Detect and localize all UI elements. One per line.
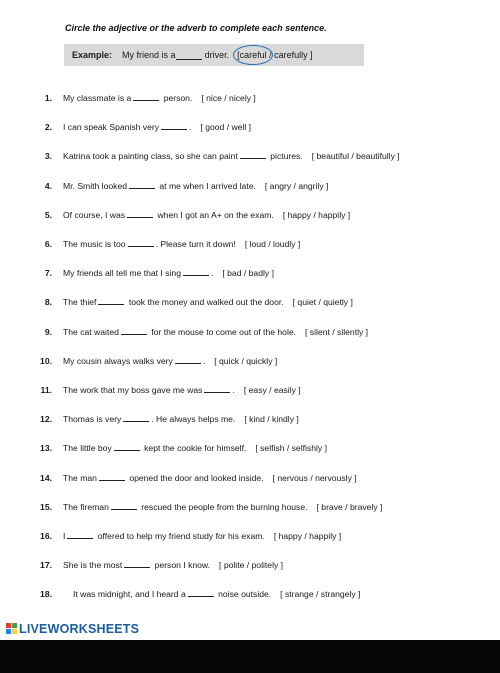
item-number: 16. (40, 531, 52, 541)
sentence-end: for the mouse to come out of the hole. (151, 327, 297, 337)
example-sentence-end: driver. (204, 50, 230, 60)
sentence-end: person I know. (154, 560, 211, 570)
exercise-item (0, 471, 500, 485)
sentence-end: . He always helps me. (151, 414, 236, 424)
item-number: 1. (44, 93, 52, 103)
sentence-start: The cat waited (63, 327, 119, 337)
exercise-item (0, 412, 500, 426)
item-sentence (63, 529, 341, 543)
sentence-start: Katrina took a painting class, so she can paint (63, 151, 238, 161)
sentence-start: It was midnight, and I heard a (73, 589, 186, 599)
exercise-item (0, 325, 500, 339)
item-sentence (63, 266, 274, 280)
sentence-end: rescued the people from the burning house. (141, 502, 308, 512)
answer-choices[interactable]: [ angry / angrily ] (264, 181, 329, 191)
example-label: Example: (72, 50, 113, 60)
exercise-item (0, 149, 500, 163)
sentence-end: pictures. (270, 151, 303, 161)
exercise-item (0, 587, 500, 601)
item-sentence (63, 91, 256, 105)
sentence-end: noise outside. (218, 589, 272, 599)
exercise-item (0, 441, 500, 455)
answer-blank[interactable] (127, 208, 153, 218)
item-sentence (63, 179, 328, 193)
sentence-start: My cousin always walks very (63, 356, 173, 366)
sentence-end: . (189, 122, 192, 132)
answer-blank[interactable] (124, 558, 150, 568)
item-sentence (63, 383, 301, 397)
answer-choices[interactable]: [ silent / silently ] (305, 327, 369, 337)
sentence-start: Thomas is very (63, 414, 122, 424)
answer-blank[interactable] (128, 237, 154, 247)
item-sentence (63, 295, 353, 309)
item-number: 12. (40, 414, 52, 424)
item-number: 7. (44, 268, 52, 278)
answer-choices[interactable]: [ happy / happily ] (282, 210, 351, 220)
exercise-item (0, 179, 500, 193)
exercise-item (0, 500, 500, 514)
answer-blank[interactable] (98, 295, 124, 305)
item-number: 3. (44, 151, 52, 161)
answer-blank[interactable] (114, 441, 140, 451)
exercise-item (0, 237, 500, 251)
answer-blank[interactable] (175, 354, 201, 364)
answer-blank[interactable] (161, 120, 187, 130)
instructions-heading: Circle the adjective or the adverb to complete each sentence. (65, 23, 327, 33)
answer-choices[interactable]: [ happy / happily ] (273, 531, 342, 541)
sentence-end: at me when I arrived late. (159, 181, 256, 191)
answer-blank[interactable] (123, 412, 149, 422)
item-sentence (63, 354, 277, 368)
sentence-start: The man (63, 473, 97, 483)
sentence-start: My friends all tell me that I sing (63, 268, 181, 278)
answer-choices[interactable]: [ good / well ] (200, 122, 252, 132)
answer-choices[interactable]: [ nice / nicely ] (201, 93, 256, 103)
item-sentence (63, 500, 382, 514)
liveworksheets-logo (6, 622, 139, 636)
sentence-start: The fireman (63, 502, 109, 512)
item-sentence (63, 149, 400, 163)
sentence-end: . (202, 356, 206, 366)
sentence-start: My classmate is a (63, 93, 132, 103)
example-blank (176, 50, 202, 60)
item-sentence (63, 237, 300, 251)
item-sentence (63, 208, 350, 222)
sentence-start: I (63, 531, 66, 541)
sentence-start: Of course, I was (63, 210, 126, 220)
answer-blank[interactable] (240, 149, 266, 159)
circle-mark (233, 45, 273, 65)
item-number: 11. (40, 385, 52, 395)
answer-blank[interactable] (111, 500, 137, 510)
sentence-end: kept the cookie for himself. (144, 443, 247, 453)
item-number: 9. (44, 327, 52, 337)
item-sentence (73, 587, 360, 601)
item-number: 15. (40, 502, 52, 512)
sentence-start: The little boy (63, 443, 112, 453)
item-number: 17. (40, 560, 52, 570)
sentence-end: when I got an A+ on the exam. (157, 210, 274, 220)
sentence-end: . (232, 385, 235, 395)
item-number: 18. (40, 589, 52, 599)
item-sentence (63, 471, 357, 485)
exercise-item (0, 558, 500, 572)
answer-choices[interactable]: [ beautiful / beautifully ] (311, 151, 400, 161)
bottom-bar (0, 640, 500, 673)
answer-blank[interactable] (67, 529, 93, 539)
answer-choices[interactable]: [ strange / strangely ] (280, 589, 361, 599)
answer-blank[interactable] (129, 179, 155, 189)
answer-blank[interactable] (99, 471, 125, 481)
example-choices: [careful / carefully ] (237, 50, 313, 60)
answer-blank[interactable] (133, 91, 159, 101)
example-box (64, 44, 364, 66)
exercise-item (0, 354, 500, 368)
exercise-item (0, 295, 500, 309)
item-sentence (63, 558, 283, 572)
answer-choices[interactable]: [ quick / quickly ] (214, 356, 278, 366)
sentence-end: . (210, 268, 214, 278)
answer-blank[interactable] (183, 266, 209, 276)
logo-mark-icon (6, 623, 18, 635)
exercise-item (0, 208, 500, 222)
item-number: 13. (40, 443, 52, 453)
item-number: 10. (40, 356, 52, 366)
answer-choices[interactable]: [ selfish / selfishly ] (255, 443, 327, 453)
item-number: 2. (44, 122, 52, 132)
exercise-item (0, 91, 500, 105)
answer-blank[interactable] (188, 587, 214, 597)
item-number: 4. (44, 181, 52, 191)
answer-blank[interactable] (121, 325, 147, 335)
sentence-end: offered to help my friend study for his exam. (97, 531, 265, 541)
item-sentence (63, 441, 327, 455)
answer-choices[interactable]: [ loud / loudly ] (244, 239, 301, 249)
example-sentence-start: My friend is a (122, 50, 176, 60)
item-sentence (63, 412, 299, 426)
answer-choices[interactable]: [ nervous / nervously ] (272, 473, 357, 483)
sentence-start: The music is too (63, 239, 126, 249)
item-number: 14. (40, 473, 52, 483)
answer-choices[interactable]: [ kind / kindly ] (244, 414, 299, 424)
answer-choices[interactable]: [ easy / easily ] (243, 385, 301, 395)
sentence-start: She is the most (63, 560, 123, 570)
sentence-start: Mr. Smith looked (63, 181, 127, 191)
sentence-end: person. (163, 93, 193, 103)
item-number: 6. (44, 239, 52, 249)
sentence-start: The thief (63, 297, 97, 307)
item-sentence (63, 325, 368, 339)
exercise-item (0, 266, 500, 280)
answer-choices[interactable]: [ brave / bravely ] (316, 502, 383, 512)
item-number: 8. (44, 297, 52, 307)
answer-blank[interactable] (204, 383, 230, 393)
exercise-item (0, 529, 500, 543)
logo-text: LIVEWORKSHEETS (19, 622, 140, 636)
answer-choices[interactable]: [ bad / badly ] (222, 268, 274, 278)
item-sentence (63, 120, 251, 134)
exercise-item (0, 120, 500, 134)
sentence-start: The work that my boss gave me was (63, 385, 203, 395)
sentence-end: took the money and walked out the door. (128, 297, 284, 307)
item-number: 5. (44, 210, 52, 220)
sentence-end: . Please turn it down! (155, 239, 236, 249)
sentence-end: opened the door and looked inside. (129, 473, 264, 483)
sentence-start: I can speak Spanish very (63, 122, 160, 132)
answer-choices[interactable]: [ quiet / quietly ] (292, 297, 353, 307)
answer-choices[interactable]: [ polite / politely ] (219, 560, 284, 570)
exercise-item (0, 383, 500, 397)
